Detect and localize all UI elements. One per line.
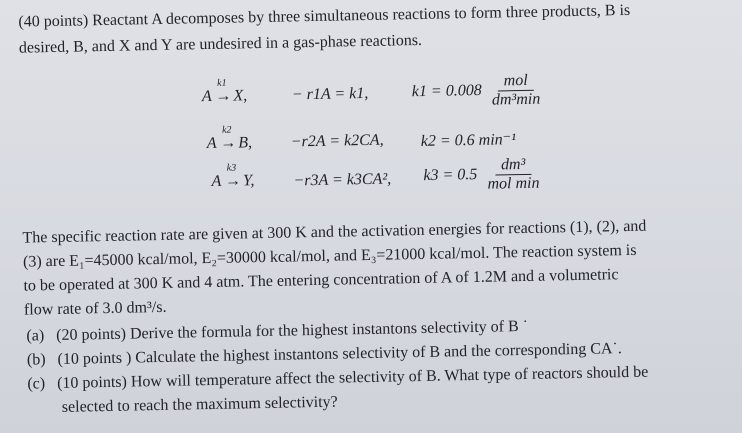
k-value: k3 = 0.5 [423, 166, 478, 185]
rate-constant-1 [411, 72, 546, 112]
reactant-label: A [206, 134, 217, 153]
unit-numerator: dm³ [495, 156, 532, 176]
rate-constant-2: k2 = 0.6 min⁻¹ [420, 131, 517, 150]
paragraph-line: (3) are E₁=45000 kcal/mol, E₂=30000 kcal/mol, and E₃=21000 kcal/mol. The reaction system is [22, 241, 637, 271]
product-label: Y, [242, 172, 255, 190]
arrow-icon: → k3 [224, 162, 242, 190]
rate-law-2: −r2A = k2CA, [290, 131, 384, 151]
arrow-icon: → k1 [215, 77, 232, 105]
unit-denominator: mol min [487, 174, 540, 193]
unit-denominator: dm³min [491, 90, 541, 109]
part-text: (10 points) How will temperature affect the selectivity of B. What type of reactors should be [56, 363, 649, 392]
rate-law-3: −r3A = k3CA², [293, 170, 392, 190]
unit-fraction [481, 156, 546, 194]
intro-line-1: (40 points) Reactant A decomposes by three simultaneous reactions to form three products, B is [18, 1, 631, 31]
reaction-2 [206, 124, 253, 153]
rate-law-1: − r1A = k1, [291, 84, 369, 104]
part-label: (b) [26, 351, 46, 369]
rate-constant-label: k3 [226, 162, 237, 174]
part-c-continued: selected to reach the maximum selectivity? [61, 393, 338, 416]
reactant-label: A [201, 87, 212, 106]
part-c [27, 364, 648, 394]
part-a [26, 318, 528, 346]
reaction-3 [211, 162, 255, 191]
part-label: (a) [26, 327, 45, 345]
arrow-icon: → k2 [220, 124, 237, 152]
reaction-1 [201, 77, 248, 106]
rate-constant-3 [423, 156, 546, 195]
part-text: (10 points ) Calculate the highest instantons selectivity of B and the corresponding CA˙. [57, 340, 622, 368]
reactant-label: A [211, 172, 222, 190]
unit-numerator: mol [498, 72, 534, 92]
paragraph-line: flow rate of 3.0 dm³/s. [23, 298, 167, 319]
paragraph-line: The specific reaction rate are given at 300 K and the activation energies for reactions (1), (2), and [22, 217, 647, 247]
product-label: B, [238, 134, 253, 152]
product-label: X, [233, 87, 248, 105]
rate-constant-label: k2 [221, 124, 232, 136]
unit-fraction [485, 72, 546, 110]
paragraph-line: to be operated at 300 K and 4 atm. The entering concentration of A of 1.2M and a volumetric [23, 266, 619, 295]
intro-line-2: desired, B, and X and Y are undesired in a gas-phase reactions. [18, 31, 423, 57]
rate-constant-label: k1 [217, 77, 227, 89]
part-label: (c) [27, 375, 46, 393]
part-text: (20 points) Derive the formula for the highest instantons selectivity of B ˙ [56, 317, 529, 344]
k-value: k1 = 0.008 [411, 81, 482, 101]
